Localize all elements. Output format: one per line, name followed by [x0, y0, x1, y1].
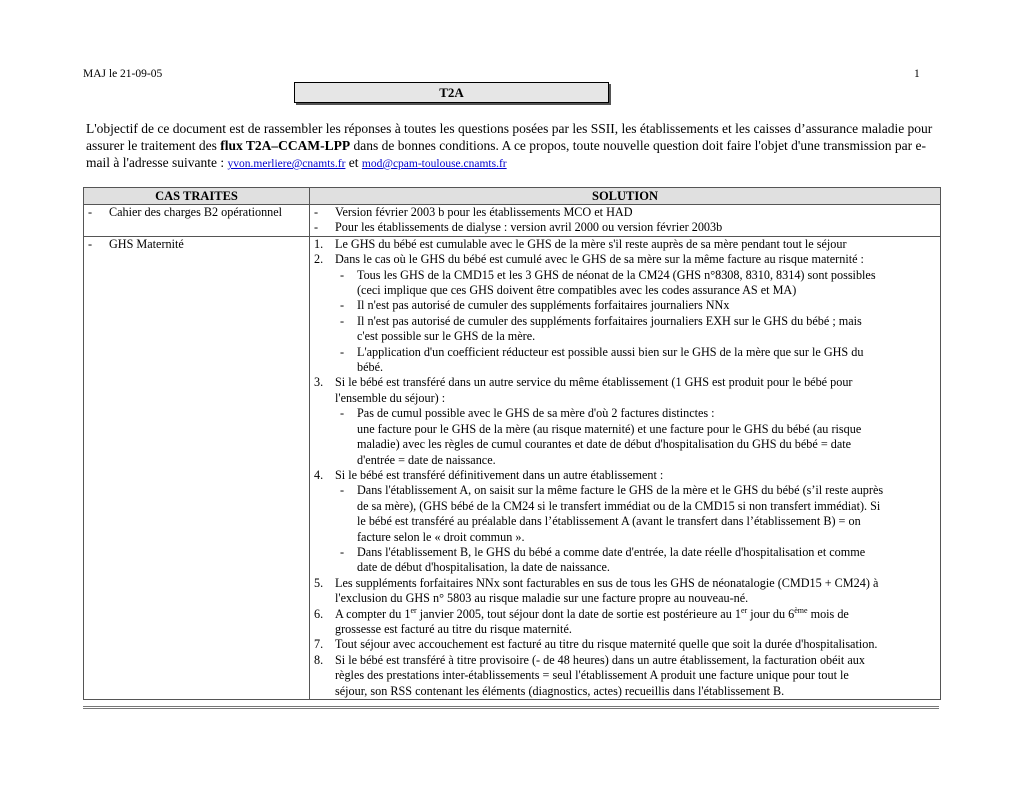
sub-text: Il n'est pas autorisé de cumuler des suppléments forfaitaires journaliers NNx — [357, 298, 730, 313]
number-marker: 3. — [314, 375, 324, 390]
header-solution: SOLUTION — [310, 188, 941, 205]
continuation-text: d'entrée = date de naissance. — [357, 452, 496, 467]
footer-divider — [83, 706, 939, 709]
continuation-text — [310, 668, 940, 683]
item-text: Si le bébé est transféré à titre provisoire (- de 48 heures) dans un autre établissement, la facturation obéit aux — [335, 652, 865, 667]
number-marker: 5. — [314, 575, 324, 590]
number-marker: 8. — [314, 652, 324, 667]
item-text: Les suppléments forfaitaires NNx sont facturables en sus de tous les GHS de néonatalogie (CMD15 + CM24) à — [335, 575, 879, 590]
superscript: ème — [794, 605, 808, 615]
item-text: Le GHS du bébé est cumulable avec le GHS de la mère s'il reste auprès de sa mère pendant tout le séjour — [335, 236, 847, 251]
list-item — [310, 468, 940, 483]
solution-cell — [310, 205, 941, 237]
sub-text: Dans l'établissement A, on saisit sur la même facture le GHS de la mère et le GHS du bébé (s’il reste auprès — [357, 483, 884, 498]
item-text: grossesse est facturé au titre du risque maternité. — [335, 621, 572, 636]
continuation-text: facture selon le « droit commun ». — [357, 529, 525, 544]
dash-marker: - — [340, 267, 345, 282]
update-date: MAJ le 21-09-05 — [83, 68, 163, 80]
list-item — [310, 576, 940, 591]
continuation-text — [310, 391, 940, 406]
continuation-text: le bébé est transféré au préalable dans l’établissement A (avant le transfert dans l’établissement B) = on — [357, 514, 861, 529]
faq-table — [83, 187, 941, 700]
dash-marker: - — [340, 344, 345, 359]
intro-and: et — [345, 155, 362, 170]
number-marker: 4. — [314, 467, 324, 482]
item-text: l'exclusion du GHS n° 5803 au risque maladie sur une facture propre au nouveau-né. — [335, 591, 749, 606]
list-item — [310, 237, 940, 252]
case-label — [84, 237, 309, 252]
intro-text-1: L'objectif de ce document est de rassembler les réponses à toutes les questions posées par les SSII, les établissements et les caisses d’assurance maladie pour assurer le traitement des — [86, 121, 933, 153]
sub-item — [310, 545, 940, 560]
dash-marker: - — [314, 205, 319, 219]
continuation-text: une facture pour le GHS de la mère (au risque maternité) et une facture pour le GHS du bébé (au risque — [357, 421, 862, 436]
number-marker: 7. — [314, 637, 324, 652]
sub-text: Il n'est pas autorisé de cumuler des suppléments forfaitaires journaliers EXH sur le GHS du bébé ; mais — [357, 313, 862, 328]
sub-item — [310, 406, 940, 421]
item-text — [335, 607, 849, 621]
case-label — [84, 205, 309, 220]
sub-text: Pas de cumul possible avec le GHS de sa mère d'où 2 factures distinctes : — [357, 406, 715, 421]
dash-marker: - — [340, 544, 345, 559]
solution-line — [310, 220, 940, 235]
item-text: séjour, son RSS contenant les éléments (diagnostics, actes) recueillis dans l'établissement B. — [335, 683, 785, 698]
dash-marker: - — [314, 220, 319, 235]
continuation-text: (ceci implique que ces GHS doivent être compatibles avec les codes assurance AS et MA) — [357, 283, 797, 298]
list-item — [310, 637, 940, 652]
number-marker: 1. — [314, 236, 324, 251]
dash-marker: - — [340, 313, 345, 328]
email-link-cpam-toulouse[interactable]: mod@cpam-toulouse.cnamts.fr — [361, 158, 507, 170]
intro-text-2: dans de bonnes conditions. A ce propos, toute nouvelle question doit faire l'objet d'une transmission par e-mail à l'adresse suivante : — [86, 138, 926, 170]
sub-item — [310, 314, 940, 329]
number-marker: 6. — [314, 606, 324, 621]
item-text: Dans le cas où le GHS du bébé est cumulé avec le GHS de sa mère sur la même facture au risque maternité : — [335, 252, 864, 267]
case-text: Cahier des charges B2 opérationnel — [109, 205, 283, 219]
continuation-text — [310, 684, 940, 699]
dash-marker: - — [88, 205, 93, 219]
case-cell — [84, 236, 310, 699]
email-link-merliere[interactable]: yvon.merliere@cnamts.fr — [227, 158, 346, 170]
table-row — [84, 236, 941, 699]
case-text: GHS Maternité — [109, 236, 184, 251]
list-item — [310, 252, 940, 267]
header-cas-traites: CAS TRAITES — [84, 188, 310, 205]
sub-text: Dans l'établissement B, le GHS du bébé a comme date d'entrée, la date réelle d'hospitalisation et comme — [357, 544, 866, 559]
dash-marker: - — [340, 298, 345, 313]
item-text-part: mois de — [807, 606, 849, 621]
list-item — [310, 653, 940, 668]
continuation-text: bébé. — [357, 360, 384, 375]
sub-item — [310, 483, 940, 498]
solution-text: Pour les établissements de dialyse : version avril 2000 ou version février 2003b — [335, 220, 723, 235]
item-text-part: janvier 2005, tout séjour dont la date de sortie est postérieure au 1 — [416, 606, 741, 621]
item-text: Tout séjour avec accouchement est facturé au titre du risque maternité quelle que soit la durée d'hospitalisation. — [335, 637, 878, 652]
dash-marker: - — [88, 236, 93, 251]
solution-cell — [310, 236, 941, 699]
superscript: er — [740, 605, 748, 615]
item-text-part: jour du 6 — [747, 606, 795, 621]
continuation-text: date de début d'hospitalisation, la date de naissance. — [357, 560, 610, 575]
document-title: T2A — [294, 82, 609, 103]
list-item — [310, 607, 940, 622]
intro-bold-flux: flux T2A–CCAM-LPP — [220, 138, 351, 153]
sub-text: L'application d'un coefficient réducteur est possible aussi bien sur le GHS de la mère que sur le GHS du — [357, 344, 864, 359]
number-marker: 2. — [314, 252, 324, 267]
sub-text: Tous les GHS de la CMD15 et les 3 GHS de néonat de la CM24 (GHS n°8308, 8310, 8314) sont possibles — [357, 267, 876, 282]
sub-item — [310, 345, 940, 360]
sub-item — [310, 268, 940, 283]
page-number: 1 — [914, 68, 920, 80]
table-row — [84, 205, 941, 237]
item-text: Si le bébé est transféré définitivement dans un autre établissement : — [335, 467, 664, 482]
continuation-text: c'est possible sur le GHS de la mère. — [357, 329, 536, 344]
sub-item — [310, 298, 940, 313]
continuation-text: de sa mère), (GHS bébé de la CM24 si le transfert immédiat ou de la CMD15 si non transfert immédiat). Si — [357, 498, 881, 513]
continuation-text — [310, 591, 940, 606]
superscript: er — [410, 605, 417, 615]
dash-marker: - — [340, 483, 345, 498]
item-text: Si le bébé est transféré dans un autre service du même établissement (1 GHS est produit pour le bébé pour — [335, 375, 853, 390]
continuation-text: maladie) avec les règles de cumul courantes et date de début d'hospitalisation du GHS du bébé = date — [357, 437, 852, 452]
item-text: l'ensemble du séjour) : — [335, 390, 446, 405]
dash-marker: - — [340, 406, 345, 421]
solution-text: Version février 2003 b pour les établissements MCO et HAD — [335, 205, 633, 219]
table-header-row — [84, 188, 941, 205]
case-cell — [84, 205, 310, 237]
solution-line — [310, 205, 940, 220]
item-text-part: A compter du 1 — [335, 606, 411, 621]
continuation-text — [310, 622, 940, 637]
item-text: règles des prestations inter-établissements = seul l'établissement A produit une facture unique pour tout le — [335, 668, 849, 683]
list-item — [310, 375, 940, 390]
intro-paragraph — [86, 120, 946, 173]
